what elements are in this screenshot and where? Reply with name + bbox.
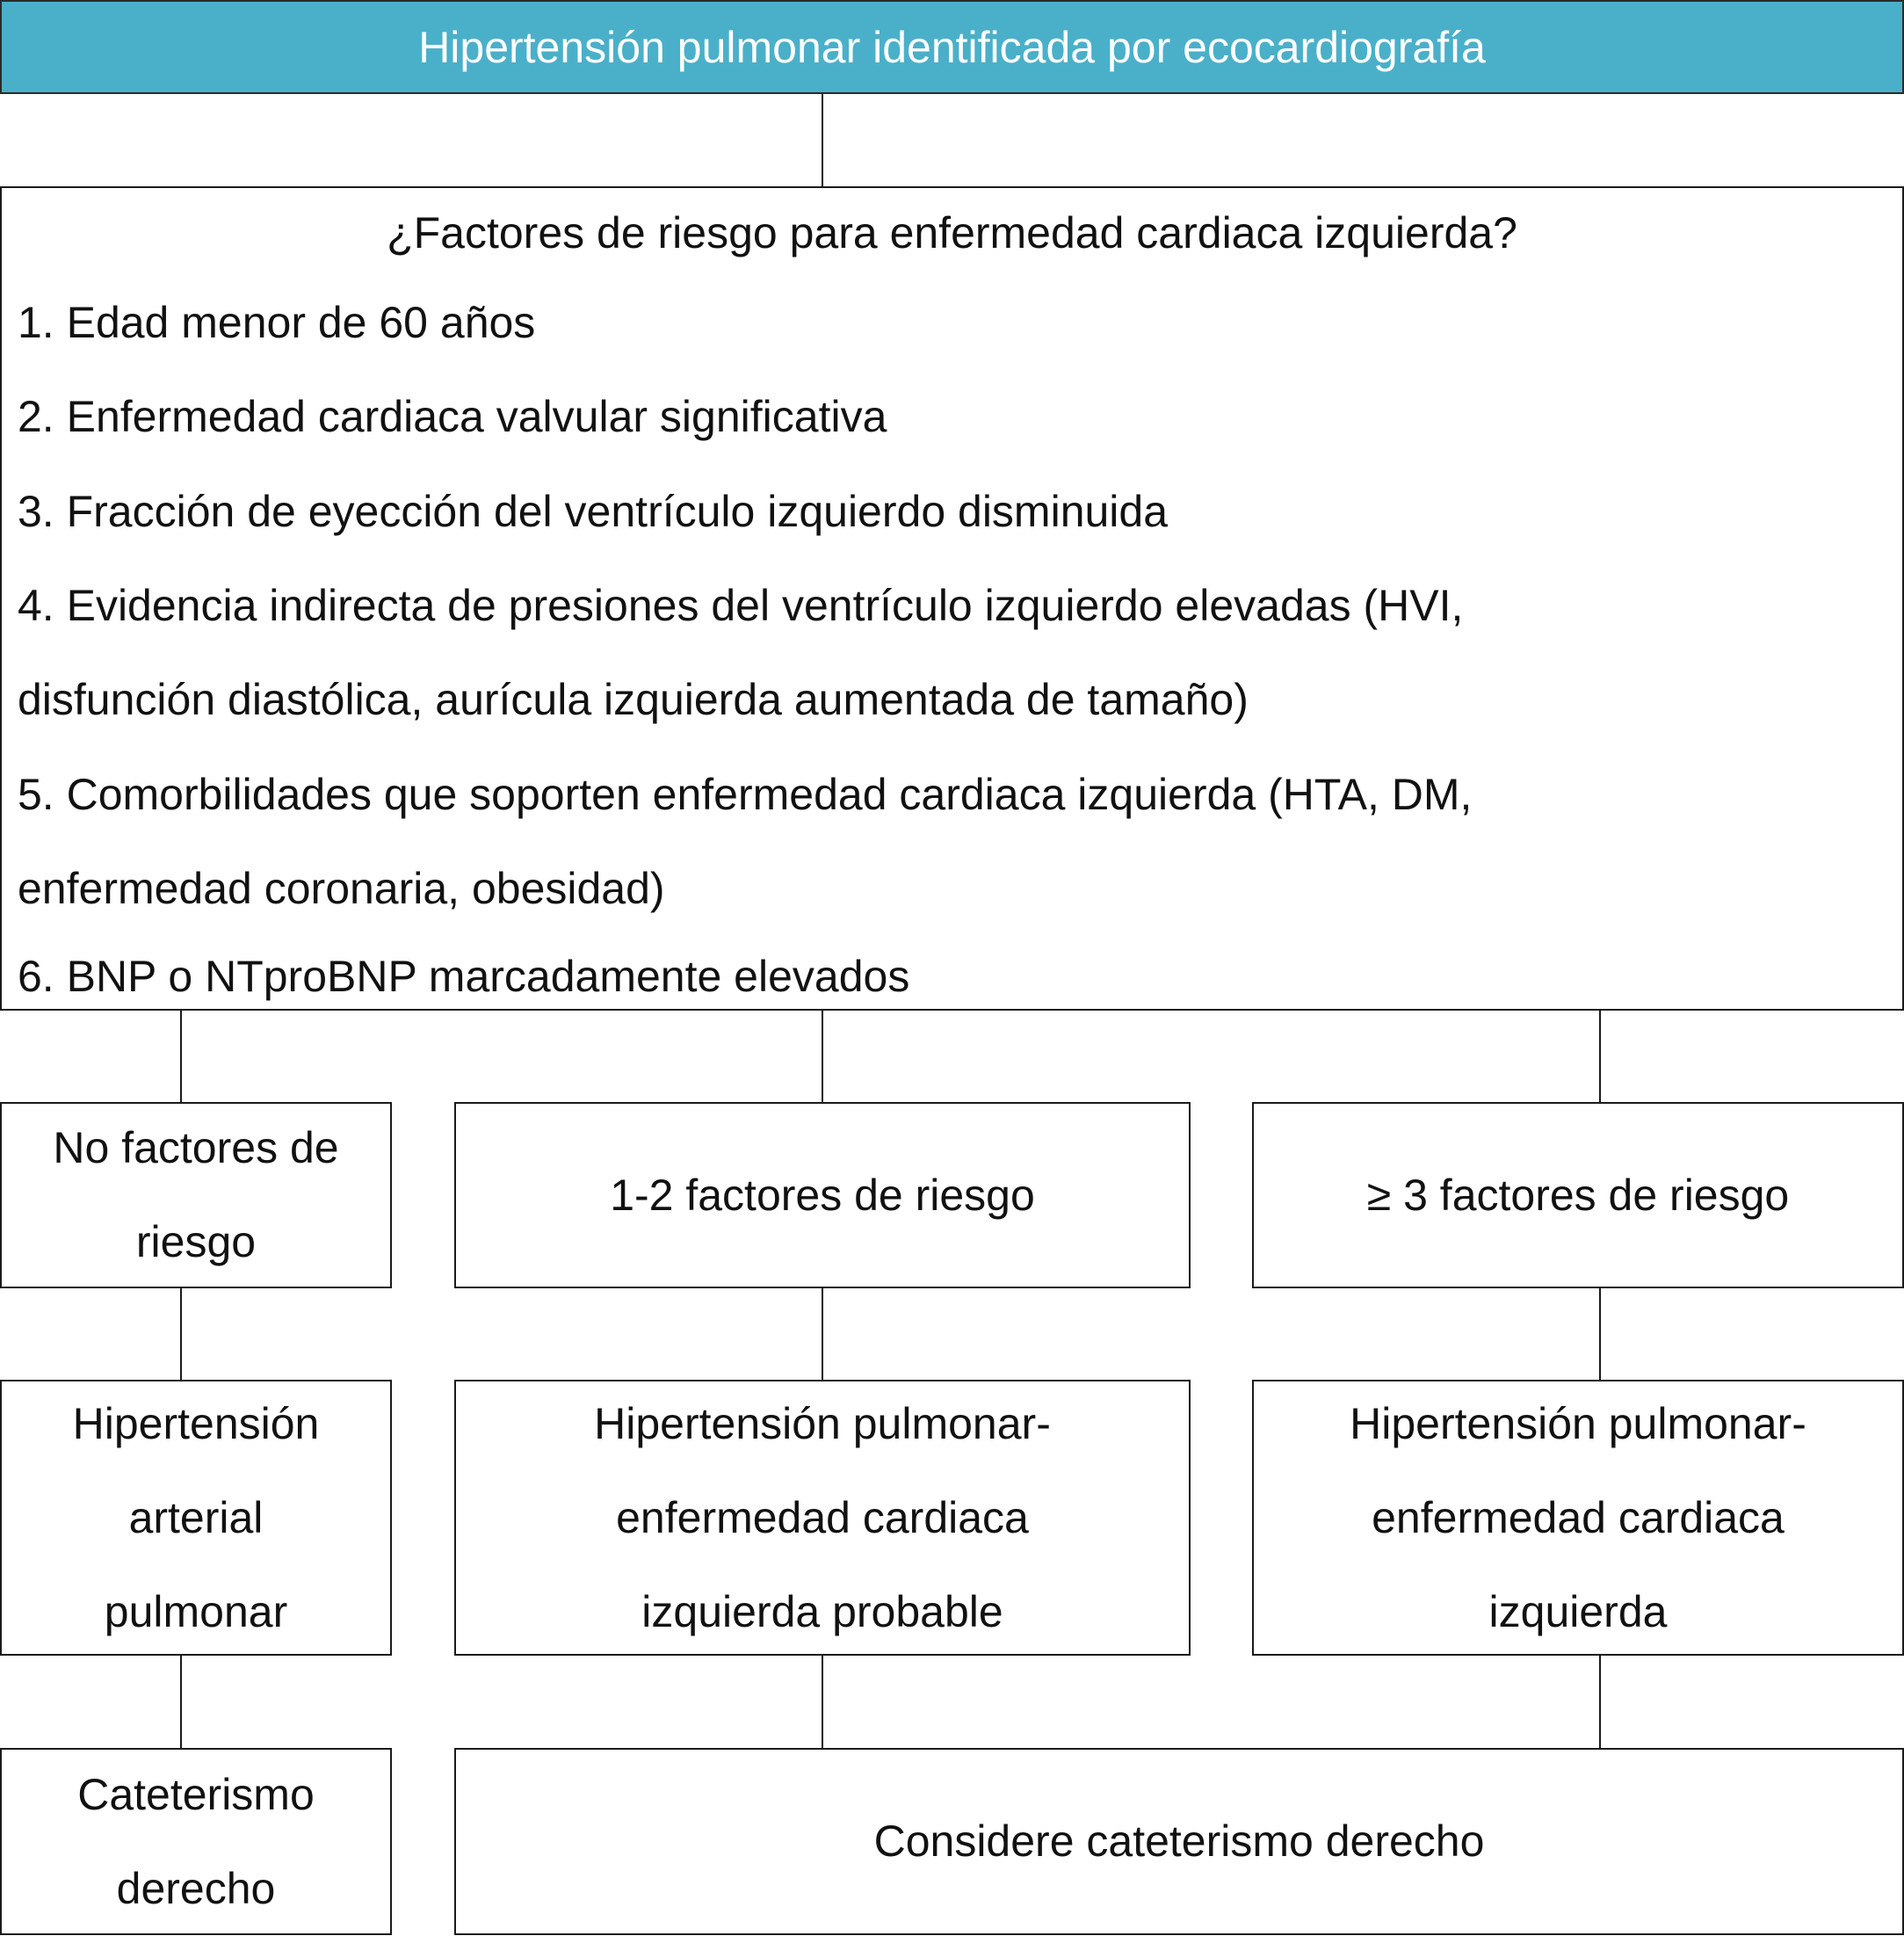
connector-risk-one-two [822, 1011, 823, 1102]
branch-one-two-label: 1-2 factores de riesgo [610, 1170, 1035, 1220]
outcome-left-heart-line: Hipertensión pulmonar- [1350, 1398, 1806, 1448]
connector-none-pah [180, 1288, 182, 1380]
outcome-left-heart-disease [1252, 1380, 1904, 1656]
risk-factor-line: enfermedad coronaria, obesidad) [18, 864, 665, 913]
connector-left-heart-consider [1599, 1656, 1601, 1748]
risk-factor-line: disfunción diastólica, aurícula izquierda aumentada de tamaño) [18, 675, 1249, 724]
outcome-probable-line: izquierda probable [641, 1586, 1003, 1636]
risk-factors-question: ¿Factores de riesgo para enfermedad cardiaca izquierda? [387, 208, 1517, 257]
outcome-probable-left-heart-disease [454, 1380, 1191, 1656]
risk-factors-box [0, 186, 1904, 1011]
outcome-pah-line: pulmonar [104, 1586, 288, 1636]
outcome-probable-line: Hipertensión pulmonar- [594, 1398, 1051, 1448]
risk-factor-line: 4. Evidencia indirecta de presiones del ventrículo izquierdo elevadas (HVI, [18, 581, 1464, 630]
risk-factor-line: 5. Comorbilidades que soporten enfermedad cardiaca izquierda (HTA, DM, [18, 770, 1473, 819]
connector-pah-catheter [180, 1656, 182, 1748]
branch-no-risk-factors [0, 1102, 392, 1288]
outcome-pah-line: Hipertensión [72, 1398, 320, 1448]
connector-risk-three-plus [1599, 1011, 1601, 1102]
risk-factor-line: 1. Edad menor de 60 años [18, 298, 536, 347]
action-catheter-line: Cateterismo [77, 1769, 315, 1819]
outcome-probable-line: enfermedad cardiaca [616, 1492, 1029, 1542]
outcome-left-heart-line: enfermedad cardiaca [1372, 1492, 1785, 1542]
risk-factor-line: 3. Fracción de eyección del ventrículo izquierdo disminuida [18, 487, 1169, 536]
branch-no-risk-line: No factores de [53, 1123, 339, 1172]
connector-header-risk [822, 94, 823, 186]
action-consider-right-heart-catheterization [454, 1748, 1904, 1935]
branch-three-plus-label: ≥ 3 factores de riesgo [1366, 1170, 1790, 1220]
flowchart-header [0, 0, 1904, 94]
outcome-pah-line: arterial [128, 1492, 264, 1542]
action-right-heart-catheterization [0, 1748, 392, 1935]
header-title: Hipertensión pulmonar identificada por ecocardiografía [418, 22, 1486, 72]
risk-factor-line: 6. BNP o NTproBNP marcadamente elevados [18, 952, 910, 1001]
branch-one-two-risk-factors [454, 1102, 1191, 1288]
action-consider-label: Considere cateterismo derecho [873, 1816, 1485, 1866]
connector-risk-none [180, 1011, 182, 1102]
action-catheter-line: derecho [116, 1863, 276, 1913]
branch-no-risk-line: riesgo [135, 1217, 257, 1266]
connector-one-two-probable [822, 1288, 823, 1380]
risk-factor-line: 2. Enfermedad cardiaca valvular significativa [18, 392, 887, 441]
connector-probable-consider [822, 1656, 823, 1748]
branch-three-plus-risk-factors [1252, 1102, 1904, 1288]
connector-three-plus-left-heart [1599, 1288, 1601, 1380]
outcome-left-heart-line: izquierda [1488, 1586, 1668, 1636]
outcome-pulmonary-arterial-hypertension [0, 1380, 392, 1656]
